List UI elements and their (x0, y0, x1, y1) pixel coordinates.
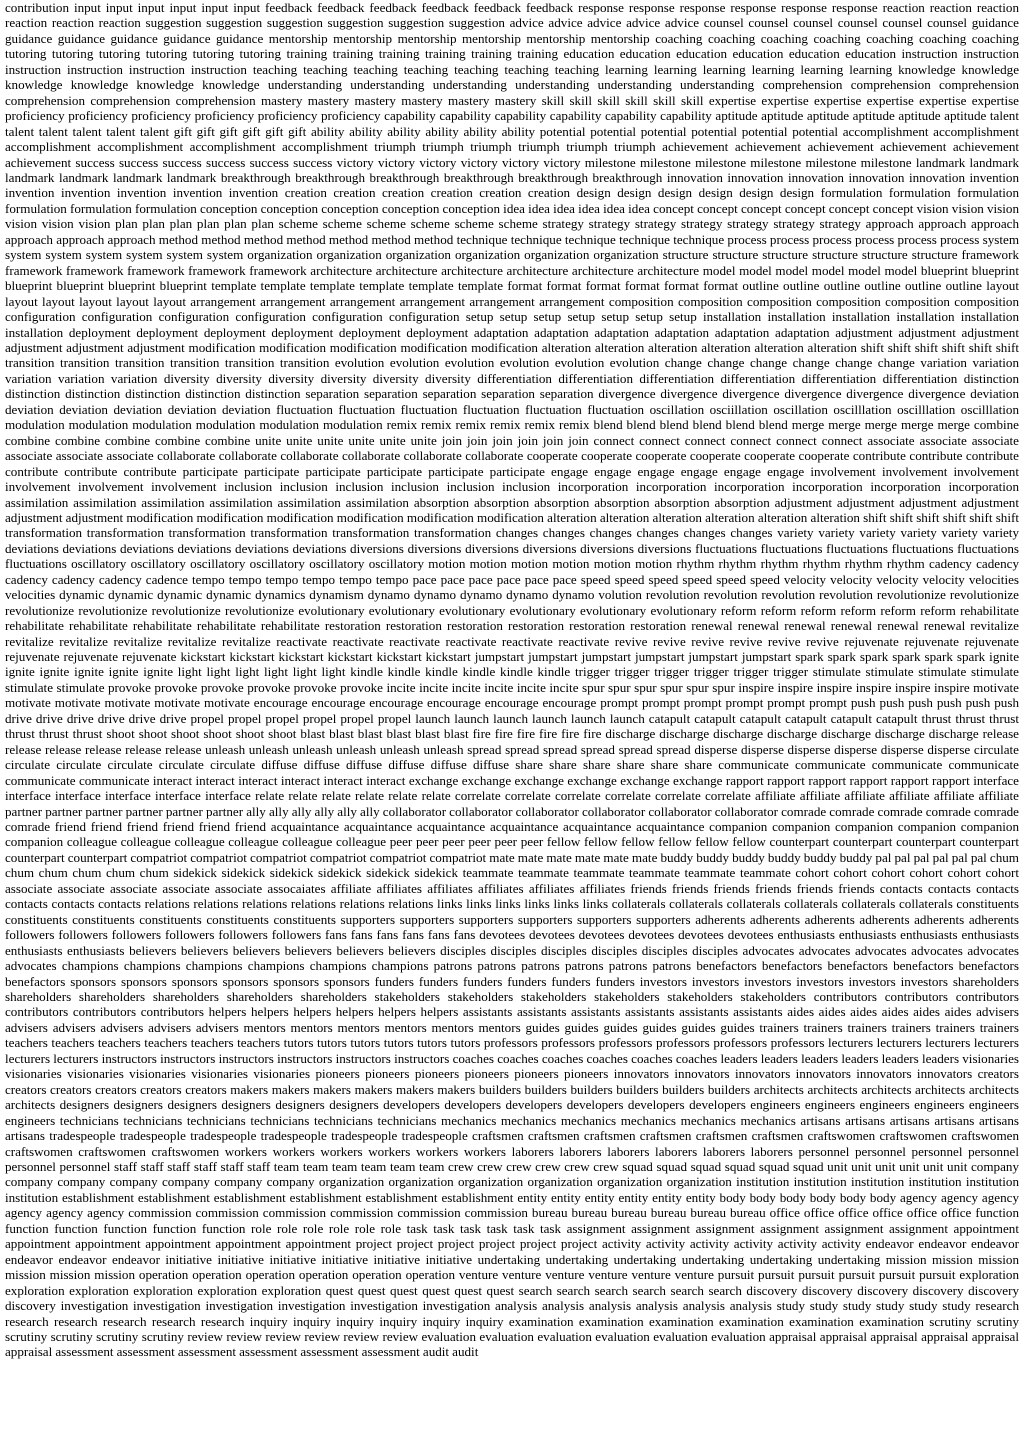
body-text: contribution input input input input input input feedback feedback feedback feedback feedback feedback response response response response response response reaction reaction reaction reaction reaction reaction suggestion suggestion suggestion suggestion suggestion suggestion advice advice advice advice advice counsel counsel counsel counsel counsel counsel guidance guidance guidance guidance guidance guidance mentorship mentorship mentorship mentorship mentorship mentorship coaching coaching coaching coaching coaching coaching coaching tutoring tutoring tutoring tutoring tutoring tutoring training training training training training training education education education education education education instruction instruction instruction instruction instruction instruction teaching teaching teaching teaching teaching teaching teaching learning learning learning learning learning learning knowledge knowledge knowledge knowledge knowledge knowledge understanding understanding understanding understanding understanding understanding comprehension comprehension comprehension comprehension comprehension comprehension mastery mastery mastery mastery mastery mastery skill skill skill skill skill skill expertise expertise expertise expertise expertise expertise proficiency proficiency proficiency proficiency proficiency proficiency capability capability capability capability capability capability aptitude aptitude aptitude aptitude aptitude aptitude talent talent talent talent talent talent gift gift gift gift gift gift ability ability ability ability ability ability potential potential potential potential potential potential accomplishment accomplishment accomplishment accomplishment accomplishment accomplishment triumph triumph triumph triumph triumph triumph achievement achievement achievement achievement achievement achievement success success success success success success victory victory victory victory victory victory milestone milestone milestone milestone milestone milestone landmark landmark landmark landmark landmark landmark breakthrough breakthrough breakthrough breakthrough breakthrough breakthrough innovation innovation innovation innovation innovation invention invention invention invention invention invention creation creation creation creation creation creation design design design design design design formulation formulation formulation formulation formulation formulation conception conception conception conception conception idea idea idea idea idea idea concept concept concept concept concept concept vision vision vision vision vision vision plan plan plan plan plan plan scheme scheme scheme scheme scheme scheme strategy strategy strategy strategy strategy strategy strategy approach approach approach approach approach approach method method method method method method method technique technique technique technique technique process process process process process process system system system system system system system organization organization organization organization organization organization structure structure structure structure structure structure framework framework framework framework framework framework architecture architecture architecture architecture architecture architecture model model model model model model blueprint blueprint blueprint blueprint blueprint blueprint template template template template template template format format format format format format outline outline outline outline outline outline layout layout layout layout layout layout arrangement arrangement arrangement arrangement arrangement arrangement composition composition composition composition composition composition configuration configuration configuration configuration configuration configuration setup setup setup setup setup setup setup installation installation installation installation installation installation deployment deployment deployment deployment deployment deployment adaptation adaptation adaptation adaptation adaptation adaptation adjustment adjustment adjustment adjustment adjustment adjustment modification modification modification modification modification alteration alteration alteration alteration alteration alteration shift shift shift shift shift shift transition transition transition transition transition transition evolution evolution evolution evolution evolution evolution change change change change change change variation variation variation variation variation diversity diversity diversity diversity diversity diversity differentiation differentiation differentiation differentiation differentiation differentiation distinction distinction distinction distinction distinction distinction separation separation separation separation separation divergence divergence divergence divergence divergence divergence deviation deviation deviation deviation deviation deviation fluctuation fluctuation fluctuation fluctuation fluctuation fluctuation oscillation osciillation oscillation oscilllation oscilllation oscilllation modulation modulation modulation modulation modulation modulation remix remix remix remix remix remix blend blend blend blend blend blend merge merge merge merge merge combine combine combine combine combine combine unite unite unite unite unite unite join join join join join join connect connect connect connect connect connect associate associate associate associate associate associate collaborate collaborate collaborate collaborate collaborate collaborate cooperate cooperate cooperate cooperate cooperate cooperate contribute contribute contribute contribute contribute contribute participate participate participate participate participate participate engage engage engage engage engage engage involvement involvement involvement involvement involvement involvement inclusion inclusion inclusion inclusion inclusion inclusion incorporation incorporation incorporation incorporation incorporation incorporation assimilation assimilation assimilation assimilation assimilation assimilation absorption absorption absorption absorption absorption absorption adjustment adjustment adjustment adjustment adjustment adjustment modification modification modification modification modification modification alteration alteration alteration alteration alteration alteration shift shift shift shift shift shift transformation transformation transformation transformation transformation transformation changes changes changes changes changes changes variety variety variety variety variety variety deviations deviations deviations deviations deviations deviations diversions diversions diversions diversions diversions diversions fluctuations fluctuations fluctuations fluctuations fluctuations fluctuations oscillatory oscillatory oscillatory oscillatory oscillatory oscillatory motion motion motion motion motion motion rhythm rhythm rhythm rhythm rhythm rhythm cadency cadency cadency cadency cadency cadence tempo tempo tempo tempo tempo tempo pace pace pace pace pace pace speed speed speed speed speed speed velocity velocity velocity velocity velocities velocities dynamic dynamic dynamic dynamic dynamics dynamism dynamo dynamo dynamo dynamo dynamo volution revolution revolution revolution revolution revolutionize revolutionize revolutionize revolutionize revolutionize revolutionize evolutionary evolutionary evolutionary evolutionary evolutionary evolutionary reform reform reform reform reform reform rehabilitate rehabilitate rehabilitate rehabilitate rehabilitate rehabilitate restoration restoration restoration restoration restoration restoration renewal renewal renewal renewal renewal renewal revitalize revitalize revitalize revitalize revitalize revitalize reactivate reactivate reactivate reactivate reactivate reactivate revive revive revive revive revive revive rejuvenate rejuvenate rejuvenate rejuvenate rejuvenate rejuvenate kickstart kickstart kickstart kickstart kickstart kickstart jumpstart jumpstart jumpstart jumpstart jumpstart jumpstart spark spark spark spark spark spark ignite ignite ignite ignite ignite ignite light light light light light light kindle kindle kindle kindle kindle kindle trigger trigger trigger trigger trigger trigger stimulate stimulate stimulate stimulate stimulate stimulate provoke provoke provoke provoke provoke provoke incite incite incite incite incite incite spur spur spur spur spur spur inspire inspire inspire inspire inspire inspire motivate motivate motivate motivate motivate motivate encourage encourage encourage encourage encourage encourage prompt prompt prompt prompt prompt prompt push push push push push push drive drive drive drive drive drive propel propel propel propel propel propel launch launch launch launch launch launch catapult catapult catapult catapult catapult catapult thrust thrust thrust thrust thrust thrust shoot shoot shoot shoot shoot shoot blast blast blast blast blast blast fire fire fire fire fire fire discharge discharge discharge discharge discharge discharge discharge release release release release release release unleash unleash unleash unleash unleash unleash spread spread spread spread spread spread disperse disperse disperse disperse disperse disperse circulate circulate circulate circulate circulate circulate diffuse diffuse diffuse diffuse diffuse diffuse share share share share share share communicate communicate communicate communicate communicate communicate interact interact interact interact interact interact exchange exchange exchange exchange exchange exchange rapport rapport rapport rapport rapport rapport interface interface interface interface interface interface relate relate relate relate relate relate correlate correlate correlate correlate correlate correlate affiliate affiliate affiliate affiliate affiliate affiliate partner partner partner partner partner partner ally ally ally ally ally ally collaborator collaborator collaborator collaborator collaborator collaborator comrade comrade comrade comrade comrade comrade friend friend friend friend friend friend acquaintance acquaintance acquaintance acquaintance acquaintance acquaintance companion companion companion companion companion companion colleague colleague colleague colleague colleague colleague peer peer peer peer peer peer fellow fellow fellow fellow fellow fellow counterpart counterpart counterpart counterpart counterpart counterpart compatriot compatriot compatriot compatriot compatriot compatriot mate mate mate mate mate mate buddy buddy buddy buddy buddy buddy pal pal pal pal pal pal chum chum chum chum chum chum sidekick sidekick sidekick sidekick sidekick sidekick teammate teammate teammate teammate teammate teammate cohort cohort cohort cohort cohort cohort associate associate associate associate associate assocaiates affiliate affiliates affiliates affiliates affiliates affiliates friends friends friends friends friends friends contacts contacts contacts contacts contacts contacts relations relations relations relations relations relations links links links links links links collaterals collaterals collaterals collaterals collaterals collaterals constituents constituents constituents constituents constituents constituents supporters supporters supporters supporters supporters supporters adherents adherents adherents adherents adherents adherents followers followers followers followers followers followers fans fans fans fans fans fans devotees devotees devotees devotees devotees devotees enthusiasts enthusiasts enthusiasts enthusiasts enthusiasts enthusiasts believers believers believers believers believers believers disciples disciples disciples disciples disciples disciples advocates advocates advocates advocates advocates advocates champions champions champions champions champions champions patrons patrons patrons patrons patrons patrons benefactors benefactors benefactors benefactors benefactors benefactors sponsors sponsors sponsors sponsors sponsors sponsors funders funders funders funders funders funders investors investors investors investors investors investors shareholders shareholders shareholders shareholders shareholders shareholders stakeholders stakeholders stakeholders stakeholders stakeholders stakeholders contributors contributors contributors contributors contributors contributors helpers helpers helpers helpers helpers helpers assistants assistants assistants assistants assistants assistants aides aides aides aides aides aides advisers advisers advisers advisers advisers advisers mentors mentors mentors mentors mentors mentors guides guides guides guides guides guides trainers trainers trainers trainers trainers trainers teachers teachers teachers teachers teachers teachers tutors tutors tutors tutors tutors tutors professors professors professors professors professors professors lecturers lecturers lecturers lecturers lecturers lecturers instructors instructors instructors instructors instructors instructors coaches coaches coaches coaches coaches coaches leaders leaders leaders leaders leaders leaders visionaries visionaries visionaries visionaries visionaries visionaries pioneers pioneers pioneers pioneers pioneers pioneers innovators innovators innovators innovators innovators innovators creators creators creators creators creators creators makers makers makers makers makers makers builders builders builders builders builders builders architects architects architects architects architects architects designers designers designers designers designers designers developers developers developers developers developers developers engineers engineers engineers engineers engineers engineers technicians technicians technicians technicians technicians technicians mechanics mechanics mechanics mechanics mechanics mechanics artisans artisans artisans artisans artisans artisans tradespeople tradespeople tradespeople tradespeople tradespeople tradespeople craftsmen craftsmen craftsmen craftsmen craftsmen craftsmen craftswomen craftswomen craftswomen craftswomen craftswomen craftswomen workers workers workers workers workers workers laborers laborers laborers laborers laborers laborers personnel personnel personnel personnel personnel personnel staff staff staff staff staff staff team team team team team team crew crew crew crew crew crew squad squad squad squad squad squad unit unit unit unit unit unit company company company company company company company organization organization organization organization organization organization institution institution institution institution institution institution establishment establishment establishment establishment establishment establishment entity entity entity entity entity entity body body body body body body agency agency agency agency agency agency commission commission commission commission commission commission bureau bureau bureau bureau bureau bureau office office office office office office function function function function function function role role role role role role task task task task task task assignment assignment assignment assignment assignment assignment appointment appointment appointment appointment appointment appointment project project project project project project activity activity activity activity activity activity endeavor endeavor endeavor endeavor endeavor endeavor initiative initiative initiative initiative initiative initiative undertaking undertaking undertaking undertaking undertaking undertaking mission mission mission mission mission mission operation operation operation operation operation operation venture venture venture venture venture venture pursuit pursuit pursuit pursuit pursuit pursuit exploration exploration exploration exploration exploration exploration quest quest quest quest quest quest search search search search search search discovery discovery discovery discovery discovery discovery investigation investigation investigation investigation investigation investigation analysis analysis analysis analysis analysis analysis study study study study study study research research research research research research inquiry inquiry inquiry inquiry inquiry inquiry examination examination examination examination examination examination scrutiny scrutiny scrutiny scrutiny scrutiny scrutiny review review review review review review evaluation evaluation evaluation evaluation evaluation evaluation appraisal appraisal appraisal appraisal appraisal appraisal assessment assessment assessment assessment assessment assessment audit audit (5, 0, 1019, 1360)
